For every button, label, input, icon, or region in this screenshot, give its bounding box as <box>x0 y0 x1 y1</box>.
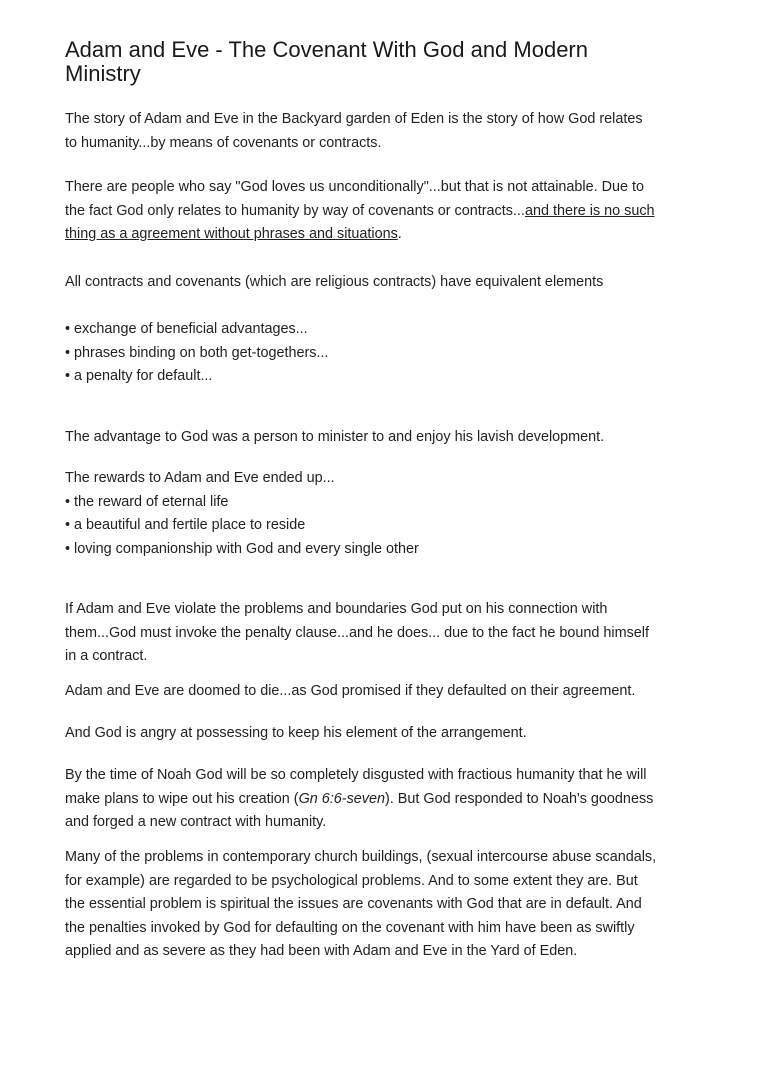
paragraph-line: The story of Adam and Eve in the Backyard garden of Eden is the story of how God relates <box>65 111 643 127</box>
elements-list <box>65 318 715 389</box>
doomed-paragraph <box>65 680 715 704</box>
advantage-paragraph <box>65 426 715 450</box>
title-line: Adam and Eve - The Covenant With God and Modern <box>65 37 588 62</box>
paragraph-line: Many of the problems in contemporary church buildings, (sexual intercourse abuse scandals, <box>65 849 657 865</box>
elements-intro <box>65 271 715 295</box>
paragraph-text: make plans to wipe out his creation ( <box>65 790 299 807</box>
inline-link[interactable]: thing as a agreement without phrases and situations <box>65 226 398 242</box>
paragraph-line: By the time of Noah God will be so completely disgusted with fractious humanity that he will <box>65 767 647 783</box>
list-item: • the reward of eternal life <box>65 493 229 510</box>
paragraph-line: for example) are regarded to be psychological problems. And to some extent they are. But <box>65 872 638 889</box>
problems-paragraph <box>65 846 715 964</box>
paragraph-line: to humanity...by means of covenants or contracts. <box>65 134 382 151</box>
paragraph-line <box>65 788 715 812</box>
page-title <box>65 38 705 86</box>
paragraph-line <box>65 200 715 224</box>
paragraph-text: ). But God responded to Noah's goodness <box>384 790 654 807</box>
list-item: • phrases binding on both get-togethers... <box>65 344 329 361</box>
paragraph-line: And God is angry at possessing to keep his element of the arrangement. <box>65 725 527 741</box>
rewards-list <box>65 467 715 561</box>
paragraph-line: All contracts and covenants (which are religious contracts) have equivalent elements <box>65 274 604 290</box>
intro-paragraph <box>65 108 715 155</box>
paragraph-line: Adam and Eve are doomed to die...as God promised if they defaulted on their agreement. <box>65 683 636 699</box>
list-item: • a beautiful and fertile place to reside <box>65 517 306 533</box>
paragraph-line: the essential problem is spiritual the issues are covenants with God that are in default. And <box>65 896 642 912</box>
paragraph-line: The advantage to God was a person to minister to and enjoy his lavish development. <box>65 429 605 445</box>
noah-paragraph <box>65 764 715 835</box>
paragraph-line: The rewards to Adam and Eve ended up... <box>65 470 335 486</box>
paragraph-line: in a contract. <box>65 648 148 664</box>
list-item: • exchange of beneficial advantages... <box>65 321 308 337</box>
scripture-reference: Gn 6:6-seven <box>298 790 385 807</box>
list-item: • a penalty for default... <box>65 368 213 384</box>
inline-link[interactable]: and there is no such <box>524 202 655 219</box>
paragraph-line: There are people who say "God loves us unconditionally"...but that is not attainable. Due to <box>65 179 644 195</box>
paragraph-line: applied and as severe as they had been with Adam and Eve in the Yard of Eden. <box>65 943 578 959</box>
paragraph-line: the penalties invoked by God for defaulting on the covenant with him have been as swiftly <box>65 919 635 936</box>
paragraph-line: If Adam and Eve violate the problems and boundaries God put on his connection with <box>65 601 608 617</box>
paragraph-line <box>65 223 715 247</box>
unconditional-paragraph <box>65 176 715 247</box>
angry-paragraph <box>65 722 715 746</box>
paragraph-text: . <box>397 226 402 242</box>
paragraph-line: and forged a new contract with humanity. <box>65 814 327 830</box>
paragraph-text: the fact God only relates to humanity by way of covenants or contracts... <box>65 202 525 219</box>
paragraph-line: them...God must invoke the penalty clause...and he does... due to the fact he bound himself <box>65 624 649 641</box>
violate-paragraph <box>65 598 715 669</box>
title-line: Ministry <box>65 61 141 86</box>
list-item: • loving companionship with God and every single other <box>65 540 419 557</box>
